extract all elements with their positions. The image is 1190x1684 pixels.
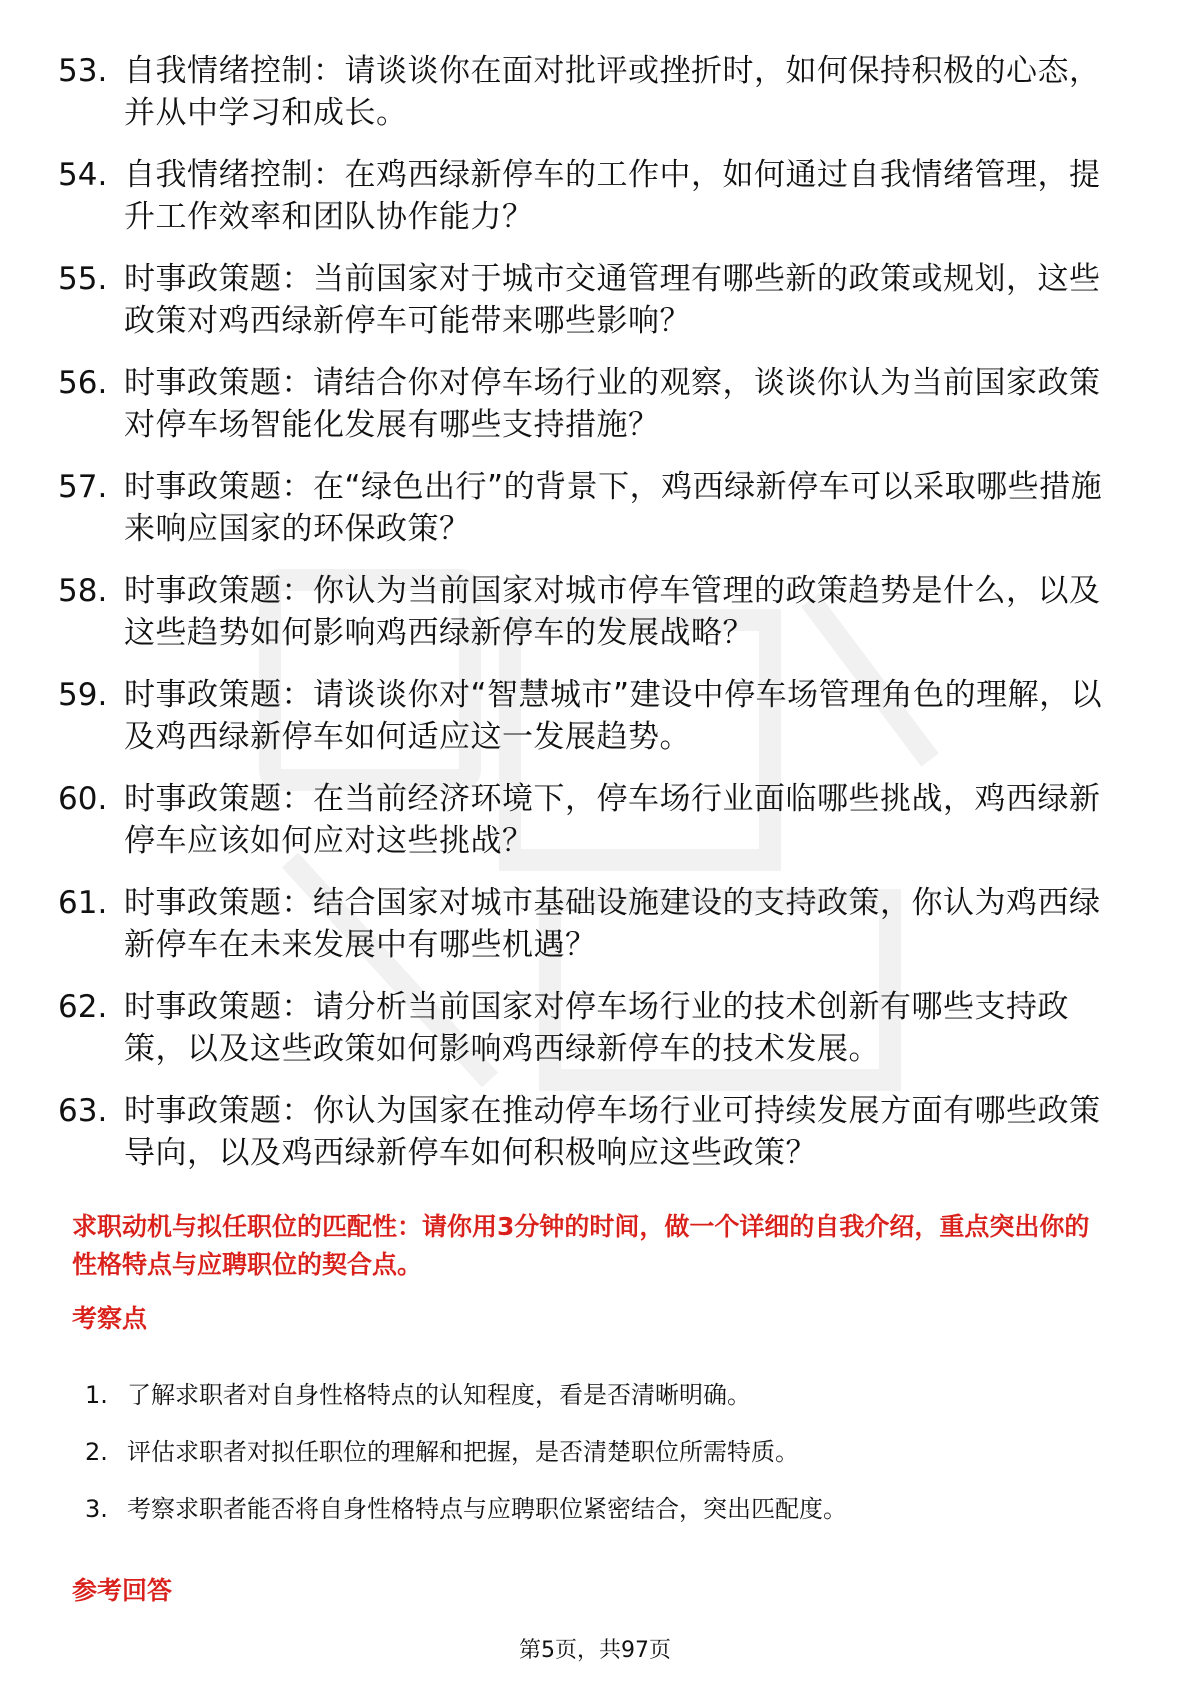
question-list (58, 50, 1118, 1194)
check-point-number: 2. (85, 1438, 108, 1466)
question-item (58, 1090, 1118, 1194)
question-text: 时事政策题：请谈谈你对“智慧城市”建设中停车场管理角色的理解，以及鸡西绿新停车如何适应这一发展趋势。 (124, 677, 1103, 755)
question-text: 时事政策题：你认为国家在推动停车场行业可持续发展方面有哪些政策导向，以及鸡西绿新停车如何积极响应这些政策？ (124, 1093, 1101, 1171)
question-item (58, 154, 1118, 258)
question-number: 58. (58, 573, 108, 609)
question-number: 55. (58, 261, 108, 297)
question-number: 53. (58, 53, 108, 89)
question-text: 时事政策题：请结合你对停车场行业的观察，谈谈你认为当前国家政策对停车场智能化发展有哪些支持措施？ (124, 365, 1101, 443)
question-number: 62. (58, 989, 108, 1025)
question-number: 59. (58, 677, 108, 713)
check-point-text: 了解求职者对自身性格特点的认知程度，看是否清晰明确。 (127, 1381, 751, 1409)
question-item (58, 778, 1118, 882)
question-item (58, 882, 1118, 986)
check-point-number: 3. (85, 1495, 108, 1523)
section-heading: 求职动机与拟任职位的匹配性：请你用3分钟的时间，做一个详细的自我介绍，重点突出你的性格特点与应聘职位的契合点。 (72, 1212, 1090, 1279)
question-text: 自我情绪控制：在鸡西绿新停车的工作中，如何通过自我情绪管理，提升工作效率和团队协作能力？ (124, 157, 1101, 235)
question-item (58, 362, 1118, 466)
check-points-heading: 考察点 (72, 1304, 148, 1333)
question-text: 时事政策题：结合国家对城市基础设施建设的支持政策，你认为鸡西绿新停车在未来发展中有哪些机遇？ (124, 885, 1101, 963)
question-item (58, 674, 1118, 778)
page-number: 第5页，共97页 (519, 1638, 671, 1663)
question-text: 时事政策题：请分析当前国家对停车场行业的技术创新有哪些支持政策，以及这些政策如何影响鸡西绿新停车的技术发展。 (124, 989, 1069, 1067)
check-point-number: 1. (85, 1381, 108, 1409)
question-number: 60. (58, 781, 108, 817)
check-points-list (85, 1378, 1115, 1549)
question-item (58, 986, 1118, 1090)
check-point-item (85, 1378, 1115, 1435)
question-item (58, 466, 1118, 570)
check-point-text: 考察求职者能否将自身性格特点与应聘职位紧密结合，突出匹配度。 (127, 1495, 847, 1523)
question-item (58, 258, 1118, 362)
check-point-item (85, 1492, 1115, 1549)
question-item (58, 50, 1118, 154)
question-number: 54. (58, 157, 108, 193)
question-item (58, 570, 1118, 674)
question-text: 时事政策题：你认为当前国家对城市停车管理的政策趋势是什么，以及这些趋势如何影响鸡西绿新停车的发展战略？ (124, 573, 1101, 651)
question-text: 时事政策题：在当前经济环境下，停车场行业面临哪些挑战，鸡西绿新停车应该如何应对这些挑战？ (124, 781, 1101, 859)
check-point-text: 评估求职者对拟任职位的理解和把握，是否清楚职位所需特质。 (127, 1438, 799, 1466)
question-number: 61. (58, 885, 108, 921)
check-point-item (85, 1435, 1115, 1492)
question-text: 时事政策题：在“绿色出行”的背景下，鸡西绿新停车可以采取哪些措施来响应国家的环保政策？ (124, 469, 1103, 547)
question-number: 63. (58, 1093, 108, 1129)
question-number: 56. (58, 365, 108, 401)
question-text: 自我情绪控制：请谈谈你在面对批评或挫折时，如何保持积极的心态，并从中学习和成长。 (124, 53, 1101, 131)
question-text: 时事政策题：当前国家对于城市交通管理有哪些新的政策或规划，这些政策对鸡西绿新停车可能带来哪些影响？ (124, 261, 1101, 339)
question-number: 57. (58, 469, 108, 505)
reference-answer-heading: 参考回答 (72, 1576, 173, 1605)
